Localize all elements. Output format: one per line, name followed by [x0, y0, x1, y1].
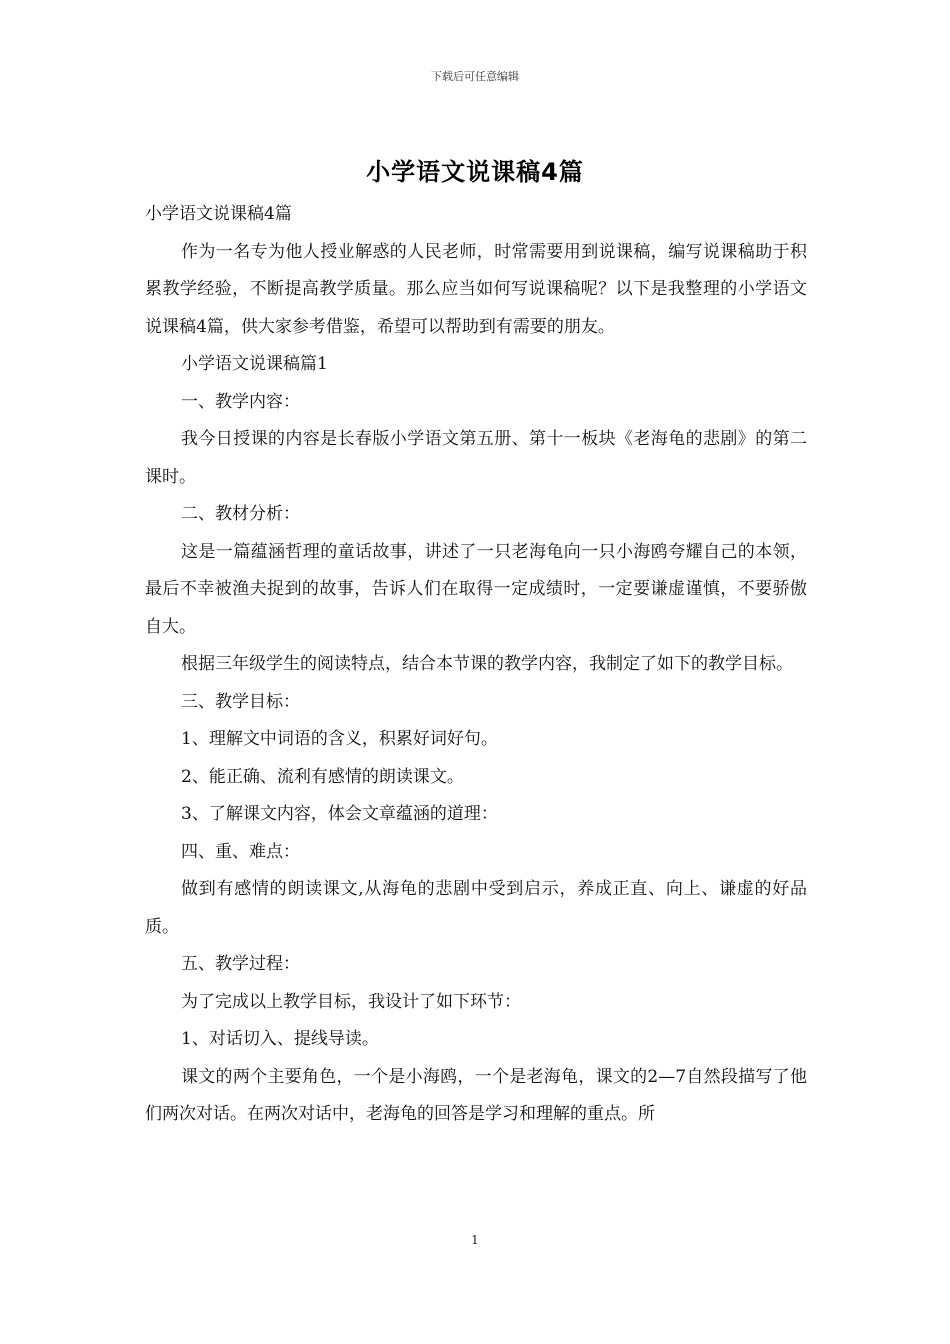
body-paragraph: 这是一篇蕴涵哲理的童话故事，讲述了一只老海龟向一只小海鸥夸耀自己的本领，最后不幸被渔夫捉到的故事，告诉人们在取得一定成绩时，一定要谦虚谨慎，不要骄傲自大。 [145, 541, 807, 637]
body-paragraph: 做到有感情的朗读课文,从海龟的悲剧中受到启示，养成正直、向上、谦虚的好品质。 [145, 879, 807, 937]
list-item: 3、了解课文内容，体会文章蕴涵的道理： [181, 804, 498, 824]
intro-paragraph: 作为一名专为他人授业解惑的人民老师，时常需要用到说课稿，编写说课稿助于积累教学经验，不断提高教学质量。那么应当如何写说课稿呢？以下是我整理的小学语文说课稿4篇，供大家参考借鉴，希望可以帮助到有需要的朋友。 [145, 241, 807, 337]
body-paragraph: 我今日授课的内容是长春版小学语文第五册、第十一板块《老海龟的悲剧》的第二课时。 [145, 429, 807, 487]
subheading-material-analysis: 二、教材分析： [181, 504, 300, 524]
document-body [145, 196, 807, 1134]
header-note: 下载后可任意编辑 [431, 70, 519, 83]
subtitle-paragraph: 小学语文说课稿4篇 [145, 204, 292, 224]
body-paragraph: 课文的两个主要角色，一个是小海鸥，一个是老海龟，课文的2—7自然段描写了他们两次对话。在两次对话中，老海龟的回答是学习和理解的重点。所 [145, 1066, 807, 1124]
page-number: 1 [471, 1233, 479, 1247]
list-item: 1、理解文中词语的含义，积累好词好句。 [181, 729, 498, 749]
subheading-teaching-goals: 三、教学目标： [181, 691, 300, 712]
body-paragraph: 根据三年级学生的阅读特点，结合本节课的教学内容，我制定了如下的教学目标。 [181, 654, 793, 674]
section-heading: 小学语文说课稿篇1 [181, 354, 328, 374]
subheading-teaching-content: 一、教学内容： [181, 391, 300, 412]
list-item: 2、能正确、流利有感情的朗读课文。 [181, 766, 464, 787]
subheading-key-points: 四、重、难点： [181, 841, 300, 862]
document-title: 小学语文说课稿4篇 [366, 158, 584, 186]
list-item: 1、对话切入、提线导读。 [181, 1029, 379, 1049]
body-paragraph: 为了完成以上教学目标，我设计了如下环节： [181, 991, 521, 1012]
subheading-teaching-process: 五、教学过程： [181, 954, 300, 974]
